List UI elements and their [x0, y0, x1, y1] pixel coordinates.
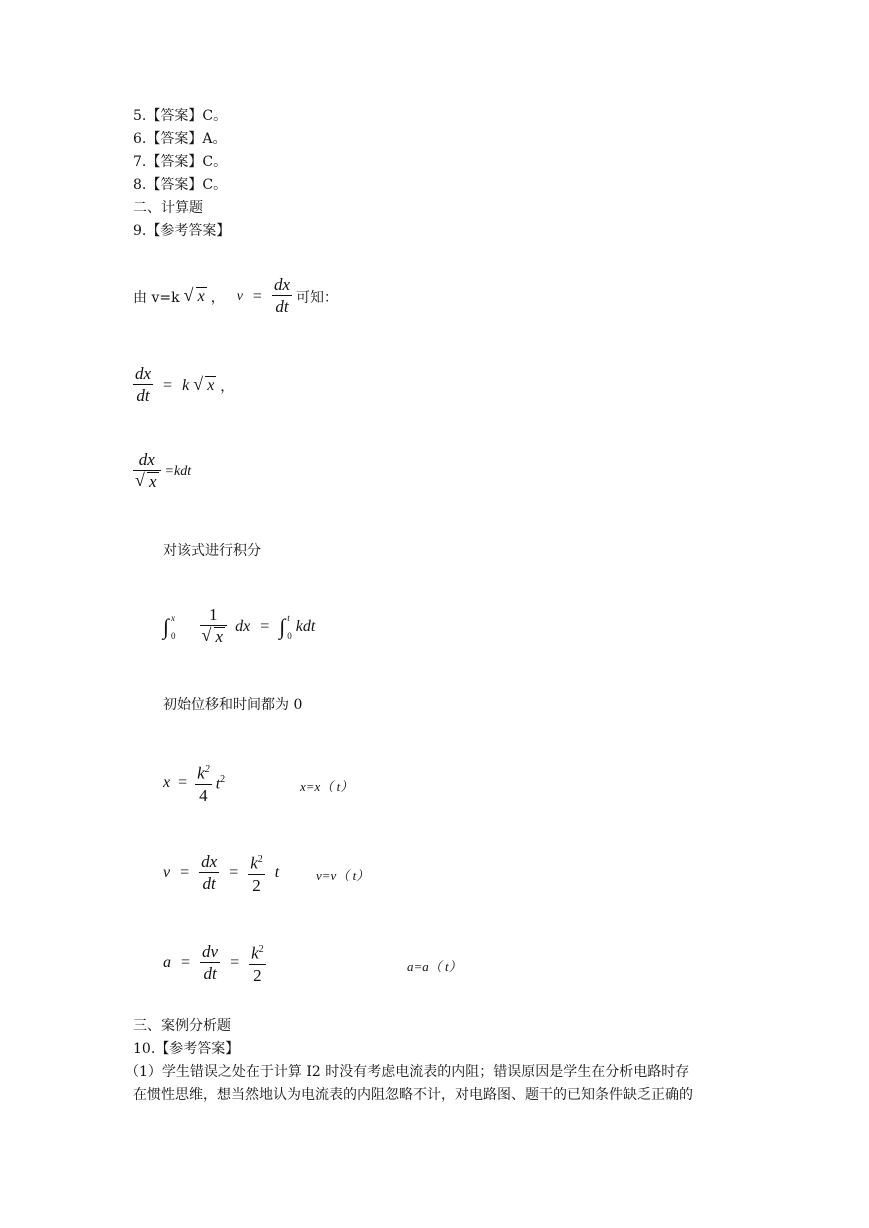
label-x-of-t: x=x（ t） — [300, 779, 354, 794]
equation-velocity-definition: 由 v=k √ x ， v = $\frac{dx}{dt}$ 可知： — [133, 275, 338, 316]
equation-integral: ∫ x 0 1 √ x dx = ∫ t 0 kdt — [163, 605, 316, 646]
equation-dx-dt: $\frac{dx}{dt}$ = k √ x ， — [135, 364, 235, 405]
equation-position: x = $\frac{k^2}{4}$ $t^2$ — [163, 763, 226, 805]
answer-8: 8.【答案】C。 — [133, 177, 228, 193]
section-heading-case-analysis: 三、案例分析题 — [133, 1018, 231, 1034]
answer-6: 6.【答案】A。 — [133, 131, 227, 147]
answer-7: 7.【答案】C。 — [133, 154, 228, 170]
paragraph-line-1: （1）学生错误之处在于计算 I2 时没有考虑电流表的内阻；错误原因是学生在分析电路时存 — [125, 1064, 690, 1080]
text-initial-conditions: 初始位移和时间都为 0 — [163, 697, 303, 713]
question-10-header: 10.【参考答案】 — [133, 1041, 240, 1057]
equation-separated: dx √ x =kdt — [135, 450, 192, 491]
question-9-header: 9.【参考答案】 — [133, 223, 231, 239]
equation-acceleration: a = $\frac{dv}{dt}$ = $\frac{k^2}{2}$ — [163, 941, 264, 985]
section-heading-calculation: 二、计算题 — [133, 200, 203, 216]
label-v-of-t: v=v（ t） — [316, 868, 370, 883]
label-a-of-t: a=a（ t） — [407, 959, 462, 974]
answer-5: 5.【答案】C。 — [133, 108, 228, 124]
paragraph-line-2: 在惯性思维，想当然地认为电流表的内阻忽略不计，对电路图、题干的已知条件缺乏正确的 — [133, 1087, 693, 1103]
equation-velocity: v = $\frac{dx}{dt}$ = $\frac{k^2}{2}$ t — [163, 851, 280, 895]
text-integrate: 对该式进行积分 — [163, 543, 261, 559]
